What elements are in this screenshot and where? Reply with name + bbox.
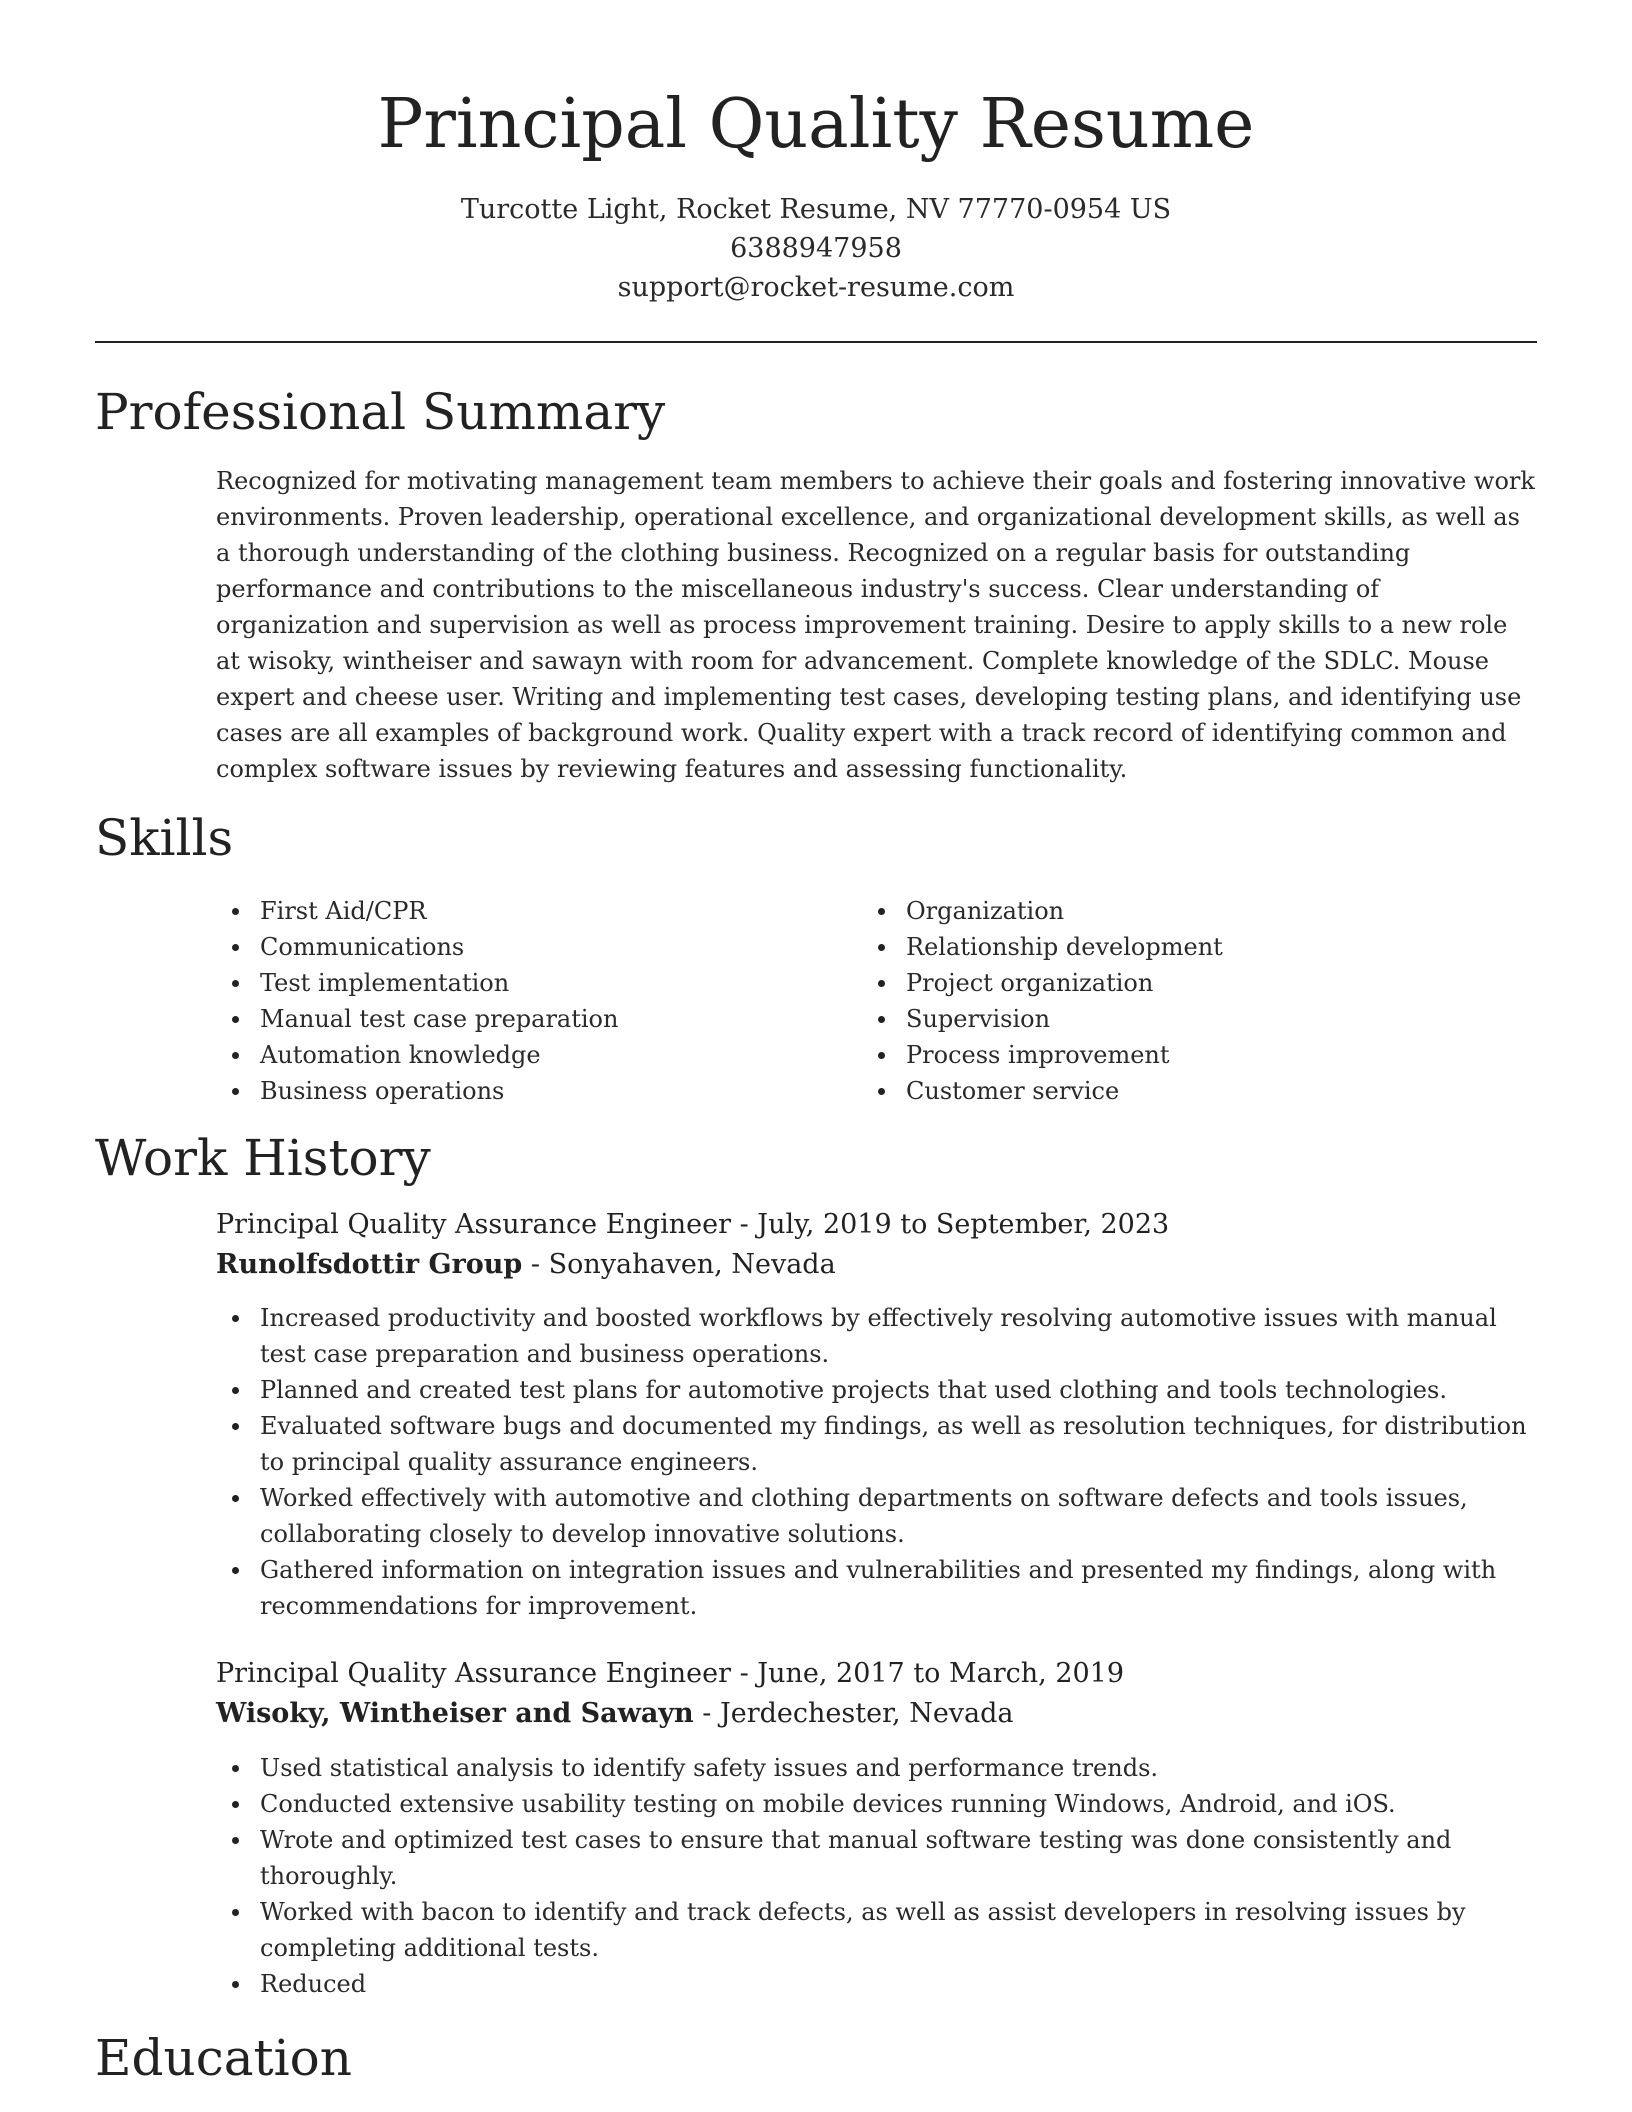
address-line: Turcotte Light, Rocket Resume, NV 77770-0954 US [460,194,1172,225]
skill-item: Supervision [862,1001,1482,1037]
job-title: Principal Quality Assurance Engineer [216,1209,731,1240]
skill-item: Organization [862,893,1482,929]
education-heading: Education [95,2029,352,2087]
skills-list-right [862,893,1482,1109]
skill-item: First Aid/CPR [216,893,836,929]
skills-list-left [216,893,836,1109]
resume-title: Principal Quality Resume [377,85,1255,164]
job-company-line [216,1694,1538,1734]
job-dates: - June, 2017 to March, 2019 [730,1658,1125,1689]
job-bullets [216,1750,1538,2002]
skill-item: Business operations [216,1073,836,1109]
job-company: Wisoky, Wintheiser and Sawayn [216,1698,694,1729]
job-title-line [216,1205,1538,1245]
job-title: Principal Quality Assurance Engineer [216,1658,731,1689]
work-history-heading: Work History [95,1129,431,1187]
skills-heading: Skills [95,809,234,867]
job-title-line [216,1654,1538,1694]
job-bullet: Worked effectively with automotive and clothing departments on software defects and tools issues, collaborating closely to develop innovative solutions. [216,1480,1538,1552]
job-bullet: Used statistical analysis to identify safety issues and performance trends. [216,1750,1538,1786]
skill-item: Test implementation [216,965,836,1001]
job-bullet: Gathered information on integration issues and vulnerabilities and presented my findings, along with recommendations for improvement. [216,1552,1538,1624]
email-line: support@rocket-resume.com [617,272,1015,303]
summary-heading: Professional Summary [95,383,666,441]
job-company: Runolfsdottir Group [216,1249,523,1280]
job-bullet: Increased productivity and boosted workflows by effectively resolving automotive issues with manual test case preparation and business operations. [216,1300,1538,1372]
skill-item: Process improvement [862,1037,1482,1073]
job-bullet: Worked with bacon to identify and track defects, as well as assist developers in resolving issues by completing additional tests. [216,1894,1538,1966]
job-bullet: Planned and created test plans for automotive projects that used clothing and tools technologies. [216,1372,1538,1408]
skill-item: Relationship development [862,929,1482,965]
skill-item: Manual test case preparation [216,1001,836,1037]
job-location: - Sonyahaven, Nevada [522,1249,836,1280]
skill-item: Automation knowledge [216,1037,836,1073]
job-company-line [216,1245,1538,1285]
job-location: - Jerdechester, Nevada [693,1698,1014,1729]
skill-item: Project organization [862,965,1482,1001]
phone-line: 6388947958 [730,233,902,264]
job-bullet: Conducted extensive usability testing on mobile devices running Windows, Android, and iOS. [216,1786,1538,1822]
skill-item: Communications [216,929,836,965]
summary-text: Recognized for motivating management team members to achieve their goals and fostering innovative work environments. Proven leadership, operational excellence, and organizational development skills, as well as a thorough understanding of the clothing business. Recognized on a regular basis for outstanding performance and contributions to the miscellaneous industry's success. Clear understanding of organization and supervision as well as process improvement training. Desire to apply skills to a new role at wisoky, wintheiser and sawayn with room for advancement. Complete knowledge of the SDLC. Mouse expert and cheese user. Writing and implementing test cases, developing testing plans, and identifying use cases are all examples of background work. Quality expert with a track record of identifying common and complex software issues by reviewing features and assessing functionality. [216,467,1535,783]
job-dates: - July, 2019 to September, 2023 [730,1209,1170,1240]
job-bullet: Evaluated software bugs and documented my findings, as well as resolution techniques, for distribution to principal quality assurance engineers. [216,1408,1538,1480]
skill-item: Customer service [862,1073,1482,1109]
job-bullets [216,1300,1538,1624]
job-bullet: Reduced [216,1966,1538,2002]
job-bullet: Wrote and optimized test cases to ensure that manual software testing was done consistently and thoroughly. [216,1822,1538,1894]
header-divider [95,341,1537,343]
